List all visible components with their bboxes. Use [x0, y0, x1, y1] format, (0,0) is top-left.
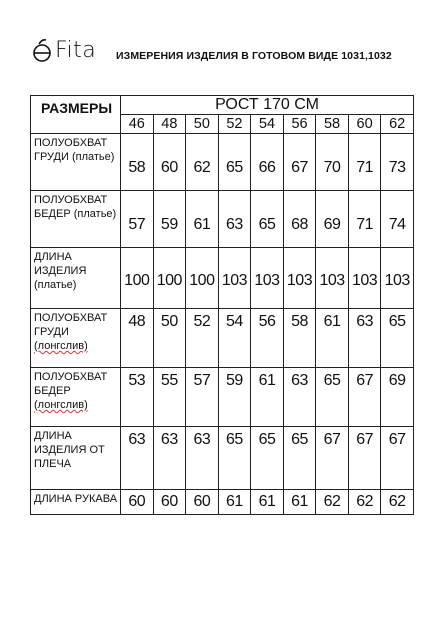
measurement-value: 100	[121, 248, 154, 309]
size-header-cell: 62	[381, 115, 414, 134]
measurement-value: 67	[316, 427, 349, 490]
measurement-row	[31, 427, 414, 490]
measurement-value: 62	[186, 134, 219, 191]
measurement-label-line: ГРУДИ (платье)	[34, 151, 115, 163]
measurement-value: 58	[283, 309, 316, 368]
measurement-value: 61	[283, 490, 316, 515]
logo-mark-icon	[33, 38, 53, 66]
measurement-value: 62	[381, 490, 414, 515]
measurement-label-line: (лонгслив)	[34, 340, 88, 352]
measurement-value: 67	[283, 134, 316, 191]
measurement-value: 63	[348, 309, 381, 368]
measurement-value: 54	[218, 309, 251, 368]
measurement-value: 58	[121, 134, 154, 191]
measurement-value: 65	[251, 191, 284, 248]
measurement-value: 103	[316, 248, 349, 309]
measurement-value: 66	[251, 134, 284, 191]
measurement-label-line: ПОЛУОБХВАТ	[34, 312, 108, 324]
measurement-label	[31, 309, 121, 368]
measurement-value: 59	[218, 368, 251, 427]
measurement-label	[31, 191, 121, 248]
measurement-value: 57	[186, 368, 219, 427]
measurement-value: 71	[348, 191, 381, 248]
measurement-value: 67	[381, 427, 414, 490]
measurement-value: 62	[348, 490, 381, 515]
measurement-value: 60	[153, 134, 186, 191]
measurement-row	[31, 309, 414, 368]
measurement-label-line: (платье)	[34, 279, 77, 291]
measurement-value: 63	[153, 427, 186, 490]
measurement-row	[31, 490, 414, 515]
measurement-label	[31, 134, 121, 191]
measurement-value: 48	[121, 309, 154, 368]
measurement-value: 55	[153, 368, 186, 427]
measurement-value: 73	[381, 134, 414, 191]
measurement-value: 65	[283, 427, 316, 490]
measurement-row	[31, 191, 414, 248]
measurements-table	[30, 95, 414, 515]
measurement-label-line: БЕДЕР	[34, 385, 71, 397]
measurement-value: 67	[348, 368, 381, 427]
measurement-value: 61	[186, 191, 219, 248]
measurement-value: 59	[153, 191, 186, 248]
measurement-value: 65	[251, 427, 284, 490]
measurement-value: 61	[251, 368, 284, 427]
measurement-label	[31, 368, 121, 427]
measurement-value: 69	[381, 368, 414, 427]
measurement-label-line: ГРУДИ	[34, 326, 69, 338]
measurement-row	[31, 134, 414, 191]
measurement-value: 65	[218, 427, 251, 490]
measurement-label	[31, 248, 121, 309]
measurement-value: 103	[251, 248, 284, 309]
measurement-value: 71	[348, 134, 381, 191]
measurement-value: 63	[121, 427, 154, 490]
measurement-value: 100	[186, 248, 219, 309]
measurement-label-line: ДЛИНА РУКАВА	[34, 493, 118, 505]
measurement-label-line: БЕДЕР (платье)	[34, 208, 117, 220]
measurement-value: 60	[186, 490, 219, 515]
measurement-value: 103	[283, 248, 316, 309]
measurement-label	[31, 427, 121, 490]
measurement-label-line: (лонгслив)	[34, 399, 88, 411]
measurement-label-line: ПОЛУОБХВАТ	[34, 371, 108, 383]
size-header-cell: 52	[218, 115, 251, 134]
measurement-value: 67	[348, 427, 381, 490]
size-header-cell: 58	[316, 115, 349, 134]
measurement-row	[31, 368, 414, 427]
measurement-label-line: ПОЛУОБХВАТ	[34, 194, 108, 206]
measurement-value: 50	[153, 309, 186, 368]
measurement-value: 63	[218, 191, 251, 248]
size-header-cell: 54	[251, 115, 284, 134]
header-row	[31, 96, 414, 115]
measurement-value: 61	[251, 490, 284, 515]
measurement-value: 61	[218, 490, 251, 515]
size-header-cell: 60	[348, 115, 381, 134]
size-header-cell: 56	[283, 115, 316, 134]
size-header-cell: 50	[186, 115, 219, 134]
measurement-value: 65	[316, 368, 349, 427]
brand-logo	[33, 38, 103, 66]
measurement-value: 68	[283, 191, 316, 248]
measurement-value: 63	[283, 368, 316, 427]
size-header-cell: 46	[121, 115, 154, 134]
measurement-value: 70	[316, 134, 349, 191]
measurement-value: 74	[381, 191, 414, 248]
measurement-label-line: ИЗДЕЛИЯ ОТ	[34, 444, 105, 456]
sizes-header: РАЗМЕРЫ	[31, 96, 121, 134]
measurement-value: 100	[153, 248, 186, 309]
measurement-value: 69	[316, 191, 349, 248]
measurement-value: 52	[186, 309, 219, 368]
measurement-label-line: ДЛИНА	[34, 430, 72, 442]
measurement-value: 61	[316, 309, 349, 368]
measurement-value: 65	[218, 134, 251, 191]
measurement-label	[31, 490, 121, 515]
measurement-value: 103	[218, 248, 251, 309]
measurement-label-line: ИЗДЕЛИЯ	[34, 265, 87, 277]
logo-wordmark: Fita	[55, 38, 97, 63]
measurement-value: 65	[381, 309, 414, 368]
document-title: ИЗМЕРЕНИЯ ИЗДЕЛИЯ В ГОТОВОМ ВИДЕ 1031,1032	[116, 50, 392, 62]
measurement-value: 57	[121, 191, 154, 248]
measurement-value: 103	[348, 248, 381, 309]
measurement-value: 53	[121, 368, 154, 427]
measurement-label-line: ПЛЕЧА	[34, 458, 72, 470]
measurement-value: 63	[186, 427, 219, 490]
measurement-value: 60	[121, 490, 154, 515]
measurement-value: 62	[316, 490, 349, 515]
measurement-label-line: ДЛИНА	[34, 251, 72, 263]
measurement-value: 60	[153, 490, 186, 515]
height-header: РОСТ 170 СМ	[121, 96, 414, 115]
measurement-label-line: ПОЛУОБХВАТ	[34, 137, 108, 149]
size-header-cell: 48	[153, 115, 186, 134]
measurement-row	[31, 248, 414, 309]
measurement-value: 103	[381, 248, 414, 309]
measurement-value: 56	[251, 309, 284, 368]
